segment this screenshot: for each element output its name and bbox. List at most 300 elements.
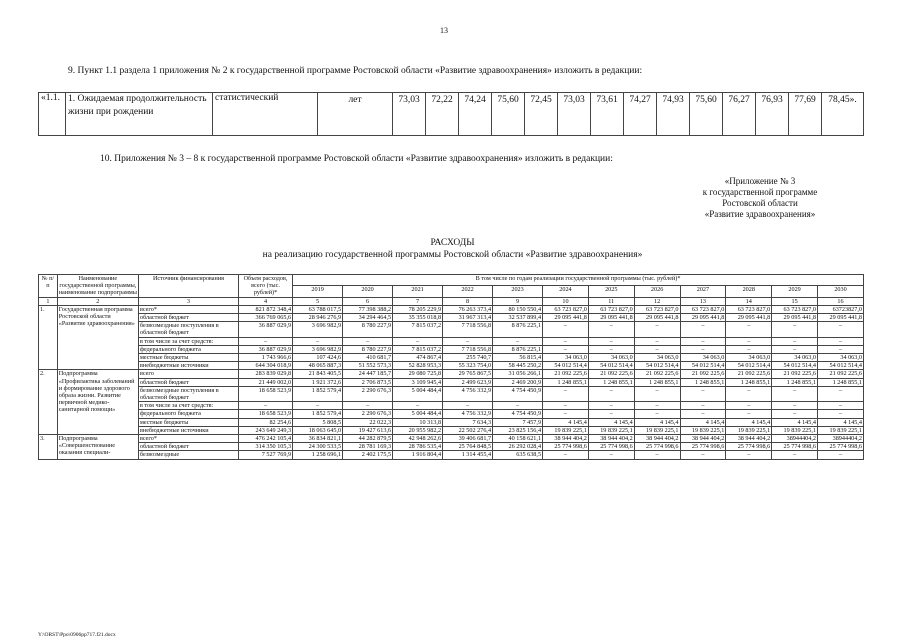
doc-title: РАСХОДЫ [430,238,475,248]
column-number: 15 [772,297,818,305]
amount-cell: 29 095 441,8 [588,314,634,322]
appendix-line: «Развитие здравоохранения» [704,209,816,219]
amount-cell: 63 788 017,5 [293,305,343,313]
amount-cell: 44 282 879,5 [343,435,393,443]
amount-cell: 38 944 404,2 [680,435,726,443]
head-years-caption: В том числе по годам реализации государственной программы (тыс. рублей)* [293,275,864,286]
column-number: 5 [293,297,343,305]
table-row [39,93,864,136]
amount-cell: 1 258 696,1 [293,451,343,459]
amount-cell: – [772,386,818,401]
amount-cell: 4 145,4 [588,418,634,426]
amount-cell: 63 723 827,0 [772,305,818,313]
amount-cell: 4 145,4 [726,418,772,426]
amount-cell: 54 012 514,4 [588,362,634,370]
appendix-line: Ростовской области [722,198,798,208]
amount-cell: – [818,451,864,459]
amount-cell: – [680,386,726,401]
funding-source: всего [138,370,238,378]
amount-cell: 54 012 514,4 [818,362,864,370]
amount-cell: 18 658 523,9 [238,386,292,401]
funding-source: внебюджетные источники [138,362,238,370]
head-year: 2029 [772,286,818,297]
amount-cell: 7 527 769,9 [238,451,292,459]
amount-cell: 42 948 262,6 [393,435,443,443]
amount-cell: 7 457,9 [493,418,543,426]
amount-cell: 1 248 855,1 [588,378,634,386]
amount-cell: 28 786 535,4 [393,443,443,451]
doc-subtitle: на реализацию государственной программы Ростовской области «Развитие здравоохранения» [262,250,643,260]
amount-cell: 25 774 998,6 [772,443,818,451]
amount-cell: 1 916 804,4 [393,451,443,459]
table-row [39,426,864,434]
amount-cell: 21 092 225,6 [772,370,818,378]
amount-cell: 5 808,5 [293,418,343,426]
amount-cell: – [634,402,680,410]
amount-cell: 36 887 029,9 [238,322,292,337]
funding-source: всего* [138,435,238,443]
amount-cell: – [634,345,680,353]
table-row [39,314,864,322]
expenses-table [38,274,864,460]
amount-cell: 78 205 229,9 [393,305,443,313]
amount-cell: 20 955 982,2 [393,426,443,434]
program-num: 1. [39,305,58,370]
column-number: 7 [393,297,443,305]
amount-cell: 8 876 225,1 [493,322,543,337]
table-row [39,362,864,370]
t1-value: 74,93 [657,93,690,136]
amount-cell: 58 445 250,2 [493,362,543,370]
amount-cell: 19 839 225,1 [726,426,772,434]
amount-cell: – [680,451,726,459]
amount-cell: – [493,337,543,345]
funding-source: местные бюджеты [138,418,238,426]
amount-cell: 35 355 018,8 [393,314,443,322]
amount-cell: 1 248 855,1 [543,378,589,386]
amount-cell: 63723827,0 [818,305,864,313]
table-row [39,345,864,353]
table-row [39,386,864,401]
amount-cell: 5 004 484,4 [393,410,443,418]
table-row [39,322,864,337]
head-year: 2024 [543,286,589,297]
t1-value: 74,24 [459,93,492,136]
amount-cell: 54 012 514,4 [772,362,818,370]
funding-source: безвозмездные поступления в областной бюджет [138,386,238,401]
amount-cell: 314 350 105,3 [238,443,292,451]
funding-source: федерального бюджета [138,345,238,353]
amount-cell: 19 839 225,1 [680,426,726,434]
amount-cell: 18 658 523,9 [238,410,292,418]
amount-cell: 635 638,5 [493,451,543,459]
amount-cell: – [443,337,493,345]
amount-cell: – [588,410,634,418]
amount-cell: – [588,402,634,410]
program-name: Государственная программа Ростовской области «Развитие здравоохранения» [57,305,138,370]
amount-cell: – [772,322,818,337]
amount-cell: 2 402 175,5 [343,451,393,459]
column-number: 3 [138,297,238,305]
appendix-caption [690,176,830,220]
amount-cell: 29 095 441,8 [726,314,772,322]
amount-cell: – [772,410,818,418]
amount-cell: 36 887 029,9 [238,345,292,353]
table-row [39,435,864,443]
colnum-row [39,297,864,305]
amount-cell: 1 921 372,6 [293,378,343,386]
amount-cell: 63 723 827,0 [726,305,772,313]
amount-cell: – [818,345,864,353]
amount-cell: – [543,451,589,459]
amount-cell: – [680,322,726,337]
funding-source: безвозмездные [138,451,238,459]
amount-cell: 31 056 266,1 [493,370,543,378]
amount-cell: 3 696 982,9 [293,345,343,353]
amount-cell: 25 774 998,6 [588,443,634,451]
amount-cell: 29 080 725,8 [393,370,443,378]
t1-value: 74,27 [624,93,657,136]
amount-cell: 25 774 998,6 [543,443,589,451]
footer-path: Y:\ORST\Ppo\0906pp717.f21.docx [38,632,116,638]
amount-cell: 34 063,0 [726,354,772,362]
amount-cell: 34 294 464,5 [343,314,393,322]
t1-value: 73,03 [393,93,426,136]
t1-value: 72,22 [426,93,459,136]
t1-value: 76,93 [756,93,789,136]
appendix-line: «Приложение № 3 [724,176,796,186]
amount-cell: 28 781 169,3 [343,443,393,451]
head-year: 2019 [293,286,343,297]
amount-cell: 82 254,6 [238,418,292,426]
amount-cell: – [818,337,864,345]
amount-cell: 19 839 225,1 [772,426,818,434]
t1-type: статистический [213,93,318,136]
amount-cell: – [680,337,726,345]
head-year: 2028 [726,286,772,297]
head-source: Источник финансирования [138,275,238,298]
amount-cell: – [588,322,634,337]
amount-cell: 38 944 404,2 [588,435,634,443]
indicator-table [38,92,864,136]
amount-cell: 63 723 827,0 [680,305,726,313]
paragraph-10: 10. Приложения № 3 – 8 к государственной программе Ростовской области «Развитие здравоохранения» изложить в редакции: [100,154,613,164]
amount-cell: 476 242 105,4 [238,435,292,443]
table-row [39,378,864,386]
column-number: 1 [39,297,58,305]
amount-cell: 4 145,4 [818,418,864,426]
head-year: 2023 [493,286,543,297]
column-number: 12 [634,297,680,305]
amount-cell: 31 967 313,4 [443,314,493,322]
head-year: 2026 [634,286,680,297]
amount-cell: – [543,345,589,353]
amount-cell: – [343,402,393,410]
t1-num: «1.1. [39,93,66,136]
program-num: 3. [39,435,58,460]
head-year: 2027 [680,286,726,297]
amount-cell: 644 304 018,9 [238,362,292,370]
t1-name: 1. Ожидаемая продолжительность жизни при рождении [66,93,213,136]
amount-cell: 7 815 037,2 [393,345,443,353]
amount-cell: – [726,322,772,337]
amount-cell: 8 780 227,9 [343,322,393,337]
program-num: 2. [39,370,58,435]
amount-cell: – [726,386,772,401]
amount-cell: 54 012 514,4 [680,362,726,370]
amount-cell: – [634,386,680,401]
amount-cell: 8 876 225,1 [493,345,543,353]
amount-cell: 7 634,3 [443,418,493,426]
amount-cell: 1 248 855,1 [818,378,864,386]
amount-cell: – [726,410,772,418]
amount-cell: – [772,337,818,345]
amount-cell: 34 063,0 [588,354,634,362]
t1-value: 73,61 [591,93,624,136]
amount-cell: 410 681,7 [343,354,393,362]
amount-cell: – [818,402,864,410]
amount-cell: 54 012 514,4 [634,362,680,370]
amount-cell: 29 095 441,8 [543,314,589,322]
amount-cell: – [393,402,443,410]
amount-cell: – [818,386,864,401]
amount-cell: 366 769 065,6 [238,314,292,322]
amount-cell: – [634,451,680,459]
amount-cell: 34 063,0 [543,354,589,362]
amount-cell: – [634,337,680,345]
amount-cell: – [818,322,864,337]
amount-cell: 63 723 827,0 [543,305,589,313]
amount-cell: 4 756 332,9 [443,410,493,418]
amount-cell: – [543,402,589,410]
amount-cell: 5 004 484,4 [393,386,443,401]
amount-cell: 19 839 225,1 [543,426,589,434]
funding-source: областной бюджет [138,443,238,451]
amount-cell: 19 839 225,1 [634,426,680,434]
head-name: Наименование государственной программы, наименование подпрограммы [58,275,137,297]
amount-cell: – [680,402,726,410]
amount-cell: 34 063,0 [818,354,864,362]
column-number: 14 [726,297,772,305]
amount-cell: 22 022,3 [343,418,393,426]
amount-cell: 2 290 676,3 [343,410,393,418]
t1-value: 75,60 [690,93,723,136]
amount-cell: 243 649 249,3 [238,426,292,434]
amount-cell: 4 754 450,9 [493,386,543,401]
column-number: 16 [818,297,864,305]
amount-cell: 24 300 533,5 [293,443,343,451]
amount-cell: 29 095 441,8 [772,314,818,322]
amount-cell: 21 092 225,6 [818,370,864,378]
amount-cell: 39 406 681,7 [443,435,493,443]
amount-cell: – [772,451,818,459]
table-row [39,354,864,362]
amount-cell: 2 290 676,3 [343,386,393,401]
head-year: 2020 [343,286,393,297]
table-row [39,305,864,313]
amount-cell: 48 065 887,3 [293,362,343,370]
amount-cell: – [543,386,589,401]
amount-cell: 28 946 276,9 [293,314,343,322]
amount-cell: 21 843 405,5 [293,370,343,378]
funding-source: федерального бюджета [138,410,238,418]
funding-source: областной бюджет [138,378,238,386]
amount-cell: 77 398 388,2 [343,305,393,313]
page-number: 13 [440,26,448,35]
funding-source: всего* [138,305,238,313]
amount-cell: 19 427 613,6 [343,426,393,434]
t1-value: 78,45». [822,93,864,136]
amount-cell: 25 774 998,6 [680,443,726,451]
amount-cell: – [543,410,589,418]
column-number: 2 [57,297,138,305]
column-number: 6 [343,297,393,305]
amount-cell: – [343,337,393,345]
amount-cell: 7 815 037,2 [393,322,443,337]
amount-cell: 38 944 404,2 [543,435,589,443]
amount-cell: – [726,345,772,353]
amount-cell: – [393,337,443,345]
amount-cell: – [238,337,292,345]
appendix-line: к государственной программе [702,187,818,197]
amount-cell: – [588,337,634,345]
amount-cell: – [588,345,634,353]
amount-cell: 21 092 225,6 [726,370,772,378]
amount-cell: 107 424,6 [293,354,343,362]
head-year: 2022 [443,286,493,297]
amount-cell: 25 764 848,5 [443,443,493,451]
amount-cell: 255 740,7 [443,354,493,362]
funding-source: в том числе за счет средств: [138,337,238,345]
column-number: 8 [443,297,493,305]
amount-cell: 38 944 404,2 [634,435,680,443]
funding-source: областной бюджет [138,314,238,322]
amount-cell: 63 723 827,0 [588,305,634,313]
amount-cell: 19 839 225,1 [588,426,634,434]
amount-cell: 10 313,8 [393,418,443,426]
amount-cell: 21 092 225,6 [543,370,589,378]
amount-cell: 19 839 225,1 [818,426,864,434]
amount-cell: 7 718 556,8 [443,345,493,353]
table-row [39,443,864,451]
table-row [39,337,864,345]
column-number: 11 [588,297,634,305]
amount-cell: 4 756 332,9 [443,386,493,401]
funding-source: внебюджетные источники [138,426,238,434]
amount-cell: – [543,337,589,345]
amount-cell: – [238,402,292,410]
amount-cell: – [634,410,680,418]
amount-cell: 22 502 276,4 [443,426,493,434]
t1-value: 73,03 [558,93,591,136]
column-number: 9 [493,297,543,305]
amount-cell: 34 063,0 [634,354,680,362]
amount-cell: 4 145,4 [634,418,680,426]
amount-cell: 7 718 556,8 [443,322,493,337]
column-number: 10 [543,297,589,305]
amount-cell: – [726,337,772,345]
amount-cell: 32 537 899,4 [493,314,543,322]
amount-cell: – [772,345,818,353]
amount-cell: 38944404,2 [818,435,864,443]
amount-cell: 29 095 441,8 [634,314,680,322]
amount-cell: 283 839 029,8 [238,370,292,378]
amount-cell: 29 095 441,8 [680,314,726,322]
amount-cell: – [293,337,343,345]
amount-cell: – [680,410,726,418]
amount-cell: 24 447 185,7 [343,370,393,378]
amount-cell: 25 774 998,6 [818,443,864,451]
amount-cell: 1 248 855,1 [772,378,818,386]
paragraph-9: 9. Пункт 1.1 раздела 1 приложения № 2 к государственной программе Ростовской области «Развитие здравоохранения» изложить в редакции: [68,66,643,76]
amount-cell: 76 263 373,4 [443,305,493,313]
amount-cell: 51 552 573,3 [343,362,393,370]
amount-cell: – [726,402,772,410]
amount-cell: – [818,410,864,418]
amount-cell: 38944404,2 [772,435,818,443]
amount-cell: 2 499 623,9 [443,378,493,386]
amount-cell: 63 723 827,0 [634,305,680,313]
amount-cell: 1 743 966,6 [238,354,292,362]
head-num: № п/п [39,275,58,298]
amount-cell: – [588,386,634,401]
column-number: 4 [238,297,292,305]
amount-cell: 40 158 621,1 [493,435,543,443]
amount-cell: 1 248 855,1 [680,378,726,386]
amount-cell: 1 852 579,4 [293,410,343,418]
amount-cell: 1 248 855,1 [726,378,772,386]
program-name: Подпрограмма «Совершенствование оказания специали- [57,435,138,460]
amount-cell: 2 706 873,5 [343,378,393,386]
amount-cell: 1 852 579,4 [293,386,343,401]
amount-cell: 4 145,4 [543,418,589,426]
funding-source: местные бюджеты [138,354,238,362]
amount-cell: 1 314 455,4 [443,451,493,459]
amount-cell: 4 145,4 [680,418,726,426]
amount-cell: – [772,402,818,410]
amount-cell: 21 092 225,6 [634,370,680,378]
amount-cell: 4 145,4 [772,418,818,426]
t1-value: 76,27 [723,93,756,136]
amount-cell: 21 092 225,6 [588,370,634,378]
amount-cell: 25 774 998,6 [726,443,772,451]
table-row [39,451,864,459]
amount-cell: 54 012 514,4 [543,362,589,370]
table-row [39,410,864,418]
header-row [39,275,864,286]
amount-cell: – [493,402,543,410]
amount-cell: 25 774 998,6 [634,443,680,451]
amount-cell: 52 828 953,3 [393,362,443,370]
table-row [39,370,864,378]
amount-cell: 29 095 441,8 [818,314,864,322]
t1-value: 75,60 [492,93,525,136]
funding-source: безвозмездные поступления в областной бюджет [138,322,238,337]
amount-cell: 4 754 450,9 [493,410,543,418]
t1-unit: лет [318,93,393,136]
amount-cell: 38 944 404,2 [726,435,772,443]
column-number: 13 [680,297,726,305]
funding-source: в том числе за счет средств: [138,402,238,410]
amount-cell: 3 109 945,4 [393,378,443,386]
amount-cell: 8 780 227,9 [343,345,393,353]
program-name: Подпрограмма «Профилактика заболеваний и формирование здорового образа жизни. Развитие первичной медико-санитарной помощи» [57,370,138,435]
amount-cell: 80 150 550,4 [493,305,543,313]
head-year: 2021 [393,286,443,297]
amount-cell: 21 092 225,6 [680,370,726,378]
amount-cell: 3 696 982,9 [293,322,343,337]
head-year: 2025 [588,286,634,297]
